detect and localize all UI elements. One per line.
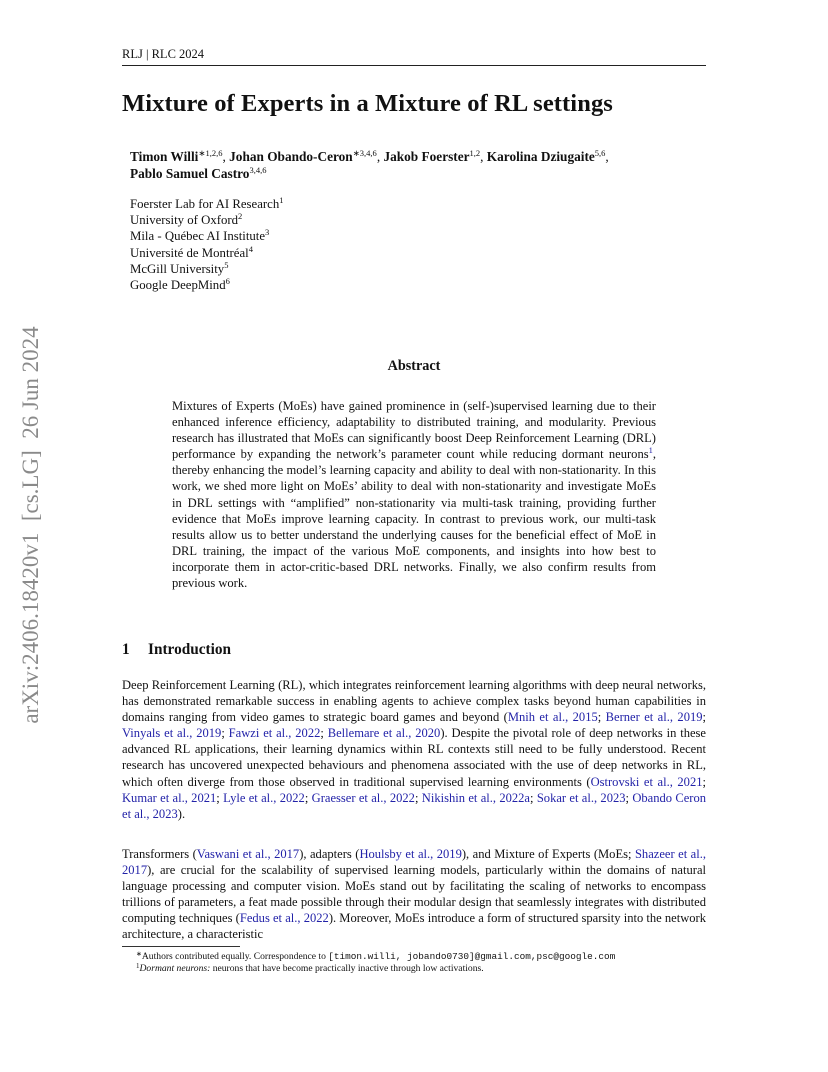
section-number: 1 <box>122 641 130 658</box>
footnotes <box>122 951 722 976</box>
author-name: Johan Obando-Ceron$^{∗3,4,6}$ <box>229 148 377 164</box>
section-heading-introduction <box>122 641 231 659</box>
arxiv-stamp-text: arXiv:2406.18420v1 [cs.LG] 26 Jun 2024 <box>18 326 43 724</box>
intro-paragraph-1: Deep Reinforcement Learning (RL), which integrates reinforcement learning algorithms with deep neural networks, has demonstrated remarkable success in enabling agents to achieve complex tasks beyond human capabilities in domains ranging from video games to strategic board games and beyond (Mnih et al., 2015; Berner et al., 2019; Vinyals et al., 2019; Fawzi et al., 2022; Bellemare et al., 2020). Despite the pivotal role of deep networks in these advanced RL applications, their learning dynamics within RL contexts still need to be fully understood. Recent research has uncovered unexpected behaviours and phenomena associated with the use of deep networks in RL, which often diverge from those observed in traditional supervised learning environments (Ostrovski et al., 2021; Kumar et al., 2021; Lyle et al., 2022; Graesser et al., 2022; Nikishin et al., 2022a; Sokar et al., 2023; Obando Ceron et al., 2023). <box>122 678 707 821</box>
paper-title: Mixture of Experts in a Mixture of RL settings <box>122 90 613 117</box>
running-header: RLJ | RLC 2024 <box>122 47 205 61</box>
citation-link[interactable]: Nikishin et al., 2022a <box>421 790 530 805</box>
affiliation: Google DeepMind$^6$ <box>130 276 230 293</box>
author-affil-marks: 1,2 <box>469 148 481 158</box>
citation-link[interactable]: Shazeer et al., 2017 <box>122 847 706 878</box>
affiliation: Mila - Québec AI Institute$^3$ <box>130 227 270 244</box>
arxiv-stamp-svg <box>8 290 52 760</box>
author-affil-marks: 5,6 <box>594 148 606 158</box>
author-name: Karolina Dziugaite$^{5,6}$ <box>486 148 606 164</box>
header-rule <box>122 65 706 66</box>
citation-link[interactable]: Fawzi et al., 2022 <box>228 726 321 741</box>
author-affil-marks: ∗1,2,6 <box>198 148 223 158</box>
author-name: Timon Willi$^{∗1,2,6}$ <box>130 148 223 164</box>
affiliation: University of Oxford$^2$ <box>130 211 243 228</box>
arxiv-stamp <box>8 290 52 760</box>
author-list: Timon Willi$^{∗1,2,6}$, Johan Obando-Ceron$^{∗3,4,6}$, Jakob Foerster$^{1,2}$, Karolina Dziugaite$^{5,6}$, Pablo Samuel Castro$^{3,4,6}$ <box>130 148 609 181</box>
citation-link[interactable]: Vaswani et al., 2017 <box>196 847 300 861</box>
citation-link[interactable]: Kumar et al., 2021 <box>122 790 217 805</box>
citation-link[interactable]: Fedus et al., 2022 <box>239 911 329 926</box>
author-affil-marks: ∗3,4,6 <box>352 148 377 158</box>
citation-link[interactable]: Mnih et al., 2015 <box>507 710 598 725</box>
citation-link[interactable]: Graesser et al., 2022 <box>311 790 415 805</box>
footnote-authors-equal: ∗Authors contributed equally. Correspondence to [timon.willi, jobando0730]@gmail.com,psc@google.com <box>136 950 616 962</box>
author-name: Jakob Foerster$^{1,2}$ <box>383 148 481 164</box>
affiliation: Université de Montréal$^4$ <box>130 243 253 260</box>
author-affil-marks: 3,4,6 <box>249 165 267 175</box>
correspondence-email[interactable]: [timon.willi, jobando0730]@gmail.com,psc@google.com <box>328 951 616 962</box>
intro-paragraph-2: Transformers (Vaswani et al., 2017), adapters (Houlsby et al., 2019), and Mixture of Experts (MoEs; Shazeer et al., 2017), are crucial for the scalability of supervised learning models, particularly within the domains of natural language processing and computer vision. MoEs stand out by facilitating the scaling of networks to encompass trillions of parameters, a feat made possible through their modular design that seamlessly integrates with distributed computing techniques (Fedus et al., 2022). Moreover, MoEs introduce a form of structured sparsity into the network architecture, a characteristic <box>122 847 706 942</box>
abstract-text: Mixtures of Experts (MoEs) have gained prominence in (self-)supervised learning due to their enhanced inference efficiency, adaptability to distributed training, and modularity. Previous research has illustrated that MoEs can significantly boost Deep Reinforcement Learning (DRL) performance by expanding the network’s parameter count while reducing dormant neurons$^1$, thereby enhancing the model’s learning capacity and ability to deal with non-stationarity. In this work, we shed more light on MoEs’ ability to deal with non-stationarity and investigate MoEs in DRL settings with “amplified” non-stationarity via multi-task training, providing further evidence that MoEs improve learning capacity. In contrast to previous work, our multi-task results allow us to better understand the underlying causes for the beneficial effect of MoE in DRL training, the impact of the various MoE components, and insights into how best to incorporate them in actor-critic-based DRL networks. Finally, we also confirm results from previous work. <box>172 399 656 591</box>
citation-link[interactable]: Berner et al., 2019 <box>605 710 703 725</box>
author-name: Pablo Samuel Castro$^{3,4,6}$ <box>130 165 267 181</box>
affiliation: Foerster Lab for AI Research$^1$ <box>130 195 284 211</box>
footnote-ref[interactable]: 1 <box>648 445 653 456</box>
citation-link[interactable]: Obando Ceron et al., 2023 <box>122 790 707 821</box>
footnote-dormant-neurons: $^1$Dormant neurons: neurons that have become practically inactive through low activations. <box>136 962 484 975</box>
affiliation-list <box>130 196 530 293</box>
citation-link[interactable]: Bellemare et al., 2020 <box>327 726 441 741</box>
citation-link[interactable]: Sokar et al., 2023 <box>536 790 626 805</box>
section-title: Introduction <box>148 641 232 658</box>
citation-link[interactable]: Vinyals et al., 2019 <box>122 726 222 741</box>
citation-link[interactable]: Ostrovski et al., 2021 <box>590 774 703 789</box>
affiliation: McGill University$^5$ <box>130 259 229 276</box>
abstract-heading: Abstract <box>387 358 441 374</box>
citation-link[interactable]: Lyle et al., 2022 <box>223 790 305 805</box>
footnote-rule <box>122 946 240 947</box>
citation-link[interactable]: Houlsby et al., 2019 <box>359 847 462 861</box>
